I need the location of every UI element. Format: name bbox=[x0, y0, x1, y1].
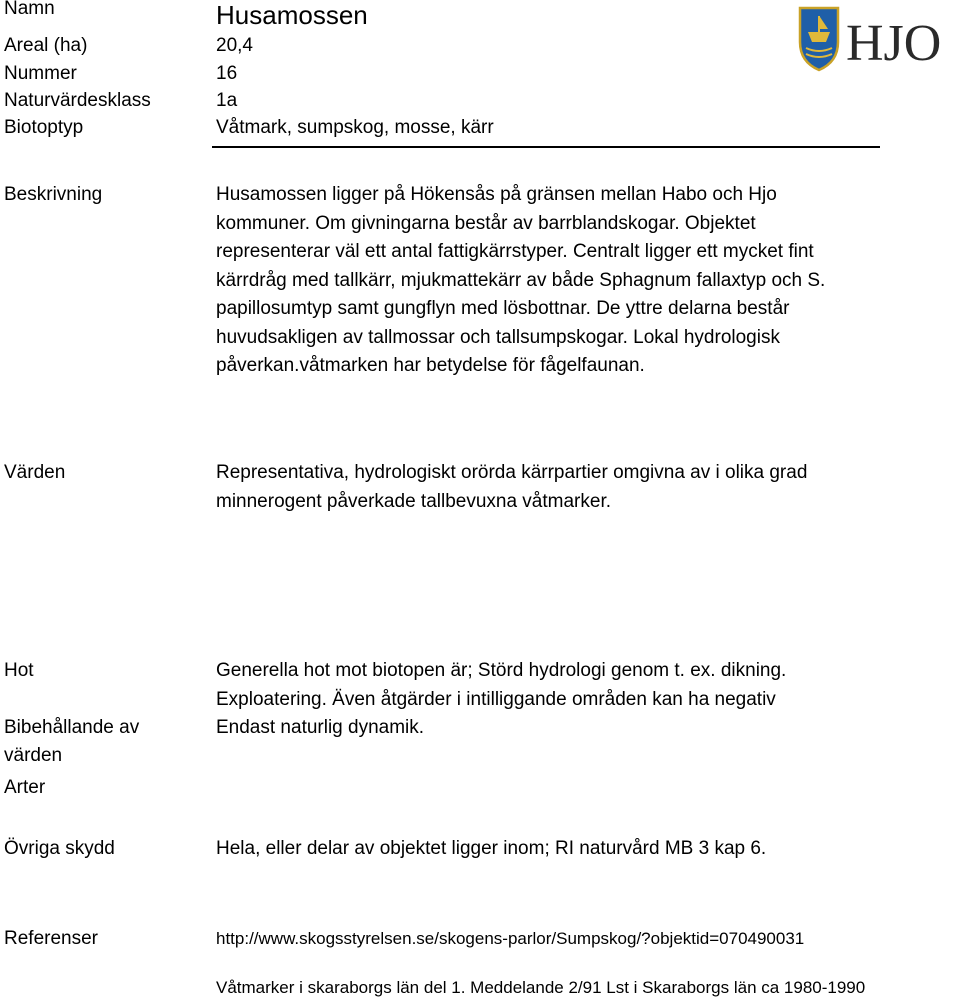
beskrivning-text bbox=[216, 181, 906, 381]
beskrivning-line: kärrdråg med tallkärr, mjukmattekärr av både Sphagnum fallaxtyp och S. bbox=[216, 269, 826, 291]
label-nummer: Nummer bbox=[4, 63, 77, 84]
value-biotoptyp: Våtmark, sumpskog, mosse, kärr bbox=[216, 117, 494, 138]
ovriga-skydd-text: Hela, eller delar av objektet ligger inom; RI naturvård MB 3 kap 6. bbox=[216, 838, 767, 859]
label-referenser: Referenser bbox=[4, 928, 98, 949]
label-hot: Hot bbox=[4, 660, 34, 681]
label-namn: Namn bbox=[4, 0, 55, 19]
label-varden: Värden bbox=[4, 462, 66, 483]
value-nummer: 16 bbox=[216, 63, 238, 84]
hjo-logo bbox=[794, 2, 960, 74]
value-areal: 20,4 bbox=[216, 35, 253, 56]
hjo-crest-icon bbox=[794, 2, 960, 74]
varden-line: minnerogent påverkade tallbevuxna våtmarker. bbox=[216, 490, 612, 512]
label-beskrivning: Beskrivning bbox=[4, 184, 103, 205]
beskrivning-line: papillosumtyp samt gungflyn med lösbottnar. De yttre delarna består bbox=[216, 298, 790, 319]
bibehallande-text: Endast naturlig dynamik. bbox=[216, 717, 425, 738]
varden-text bbox=[216, 459, 906, 516]
beskrivning-line: representerar väl ett antal fattigkärrstyper. Centralt ligger ett mycket fint bbox=[216, 241, 814, 262]
hot-line: Exploatering. Även åtgärder i intilliggande områden kan ha negativ bbox=[216, 688, 776, 710]
page-title: Husamossen bbox=[216, 0, 368, 30]
reference-url[interactable]: http://www.skogsstyrelsen.se/skogens-parlor/Sumpskog/?objektid=070490031 bbox=[216, 929, 805, 948]
value-naturvardesklass: 1a bbox=[216, 90, 238, 111]
label-bibehallande: Bibehållande av bbox=[4, 717, 140, 738]
label-bibehallande-cont: värden bbox=[4, 745, 63, 766]
beskrivning-line: Husamossen ligger på Hökensås på gränsen mellan Habo och Hjo bbox=[216, 184, 777, 205]
hot-text bbox=[216, 657, 906, 743]
header-divider bbox=[212, 146, 880, 148]
svg-text:HJO: HJO bbox=[846, 15, 942, 72]
beskrivning-line: huvudsakligen av tallmossar och tallsumpskogar. Lokal hydrologisk bbox=[216, 326, 780, 348]
hot-line: Generella hot mot biotopen är; Störd hydrologi genom t. ex. dikning. bbox=[216, 660, 787, 681]
varden-line: Representativa, hydrologiskt orörda kärrpartier omgivna av i olika grad bbox=[216, 462, 808, 483]
label-ovriga-skydd: Övriga skydd bbox=[4, 838, 115, 859]
beskrivning-line: påverkan.våtmarken har betydelse för fågelfaunan. bbox=[216, 355, 645, 376]
label-arter: Arter bbox=[4, 777, 46, 798]
label-biotoptyp: Biotoptyp bbox=[4, 117, 84, 138]
label-naturvardesklass: Naturvärdesklass bbox=[4, 90, 151, 111]
beskrivning-line: kommuner. Om givningarna består av barrblandskogar. Objektet bbox=[216, 212, 756, 234]
label-areal: Areal (ha) bbox=[4, 35, 88, 56]
reference-source: Våtmarker i skaraborgs län del 1. Meddelande 2/91 Lst i Skaraborgs län ca 1980-1990 bbox=[216, 978, 866, 997]
